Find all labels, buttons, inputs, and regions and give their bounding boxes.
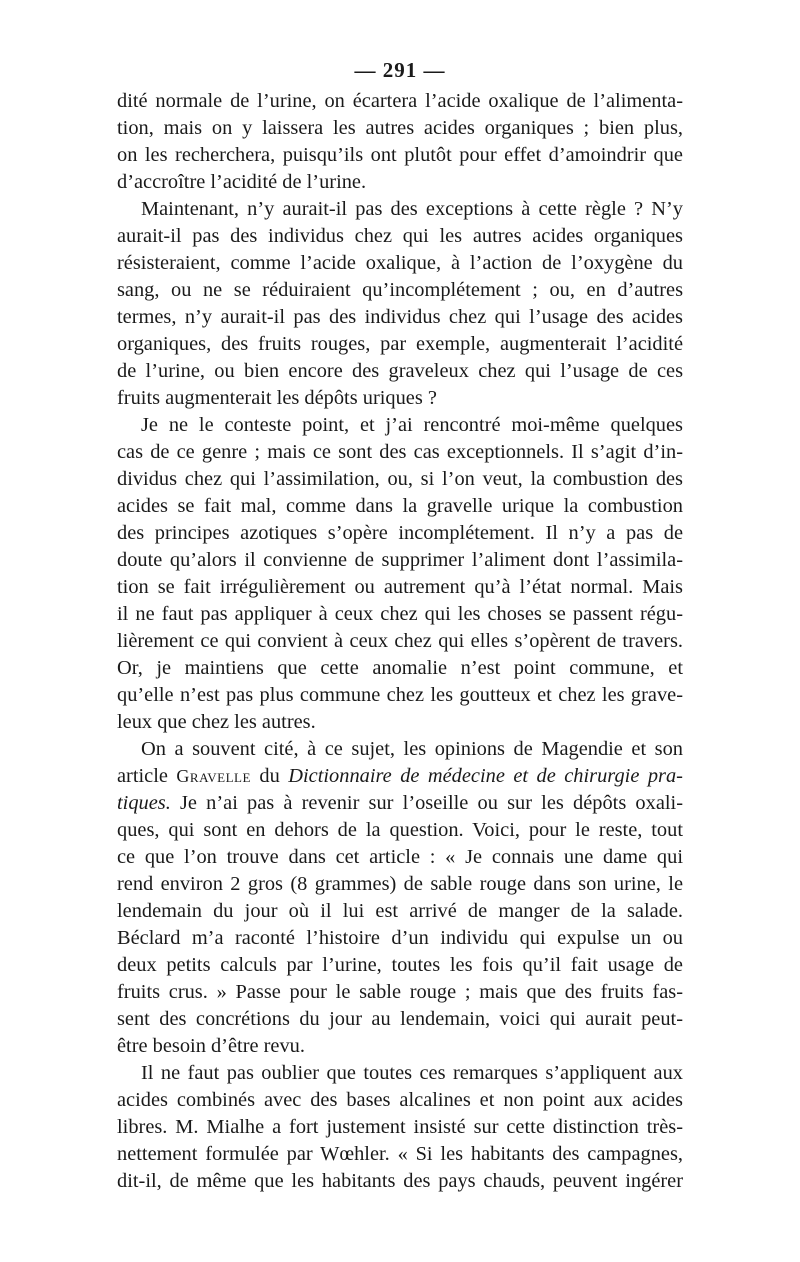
text-line: de l’urine, ou bien encore des graveleux chez qui l’usage de ces xyxy=(117,360,683,382)
text-line: rend environ 2 gros (8 grammes) de sable rouge dans son urine, le xyxy=(117,873,683,895)
text-line: ques, qui sont en dehors de la question. Voici, pour le reste, tout xyxy=(117,819,683,841)
text-line: Béclard m’a raconté l’histoire d’un individu qui expulse un ou xyxy=(117,927,683,949)
text-line: lendemain du jour où il lui est arrivé de manger de la salade. xyxy=(117,900,683,922)
text-line: sent des concrétions du jour au lendemain, voici qui aurait peut- xyxy=(117,1008,683,1030)
text-line: tion, mais on y laissera les autres acides organiques ; bien plus, xyxy=(117,117,683,139)
text-line: tion se fait irrégulièrement ou autrement qu’à l’état normal. Mais xyxy=(117,576,683,598)
text-fragment: Je n’ai pas à revenir sur l’oseille ou sur les dépôts oxali- xyxy=(180,792,683,814)
text-line: d’accroître l’acidité de l’urine. xyxy=(117,171,367,193)
text-line: être besoin d’être revu. xyxy=(117,1035,305,1057)
text-line: Or, je maintiens que cette anomalie n’est point commune, et xyxy=(117,657,683,679)
text-line-mixed xyxy=(117,790,683,817)
text-line: nettement formulée par Wœhler. « Si les habitants des campagnes, xyxy=(117,1143,683,1165)
paragraph-start: Maintenant, n’y aurait-il pas des exceptions à cette règle ? N’y xyxy=(141,198,683,220)
text-line: des principes azotiques s’opère incomplétement. Il n’y a pas de xyxy=(117,522,683,544)
text-line: résisteraient, comme l’acide oxalique, à l’action de l’oxygène du xyxy=(117,252,683,274)
body-text xyxy=(117,88,683,1195)
paragraph-start: Il ne faut pas oublier que toutes ces remarques s’appliquent aux xyxy=(141,1062,683,1084)
page-number: — 291 — xyxy=(354,58,446,82)
entry-word: Gravelle xyxy=(176,766,251,786)
text-line: acides combinés avec des bases alcalines et non point aux acides xyxy=(117,1089,683,1111)
text-line: cas de ce genre ; mais ce sont des cas exceptionnels. Il s’agit d’in- xyxy=(117,441,683,463)
text-line-mixed xyxy=(117,763,683,790)
text-line: libres. M. Mialhe a fort justement insisté sur cette distinction très- xyxy=(117,1116,683,1138)
text-line: il ne faut pas appliquer à ceux chez qui les choses se passent régu- xyxy=(117,603,683,625)
text-line: deux petits calculs par l’urine, toutes les fois qu’il fait usage de xyxy=(117,954,683,976)
text-line: dit-il, de même que les habitants des pays chauds, peuvent ingérer xyxy=(117,1170,683,1192)
text-line: leux que chez les autres. xyxy=(117,711,316,733)
text-line: dité normale de l’urine, on écartera l’acide oxalique de l’alimenta- xyxy=(117,90,683,112)
text-line: sang, ou ne se réduiraient qu’incomplétement ; ou, en d’autres xyxy=(117,279,683,301)
text-line: fruits crus. » Passe pour le sable rouge ; mais que des fruits fas- xyxy=(117,981,683,1003)
paragraph-start: Je ne le conteste point, et j’ai rencontré moi-même quelques xyxy=(141,414,683,436)
book-title: tiques. xyxy=(117,792,171,814)
text-line: lièrement ce qui convient à ceux chez qui elles s’opèrent de travers. xyxy=(117,630,683,652)
text-line: on les recherchera, puisqu’ils ont plutôt pour effet d’amoindrir que xyxy=(117,144,683,166)
text-line: aurait-il pas des individus chez qui les autres acides organiques xyxy=(117,225,683,247)
text-line: fruits augmenterait les dépôts uriques ? xyxy=(117,387,437,409)
text-line: doute qu’alors il convienne de supprimer l’aliment dont l’assimila- xyxy=(117,549,683,571)
text-line: qu’elle n’est pas plus commune chez les goutteux et chez les grave- xyxy=(117,684,683,706)
text-line: organiques, des fruits rouges, par exemple, augmenterait l’acidité xyxy=(117,333,683,355)
paragraph-start: On a souvent cité, à ce sujet, les opinions de Magendie et son xyxy=(141,738,683,760)
text-line: dividus chez qui l’assimilation, ou, si l’on veut, la combustion des xyxy=(117,468,683,490)
text-line: acides se fait mal, comme dans la gravelle urique la combustion xyxy=(117,495,683,517)
text-fragment: du xyxy=(259,765,280,787)
book-title: Dictionnaire de médecine et de chirurgie pra- xyxy=(288,765,683,787)
text-line: termes, n’y aurait-il pas des individus chez qui l’usage des acides xyxy=(117,306,683,328)
text-line: ce que l’on trouve dans cet article : « Je connais une dame qui xyxy=(117,846,683,868)
text-fragment: article xyxy=(117,765,168,787)
